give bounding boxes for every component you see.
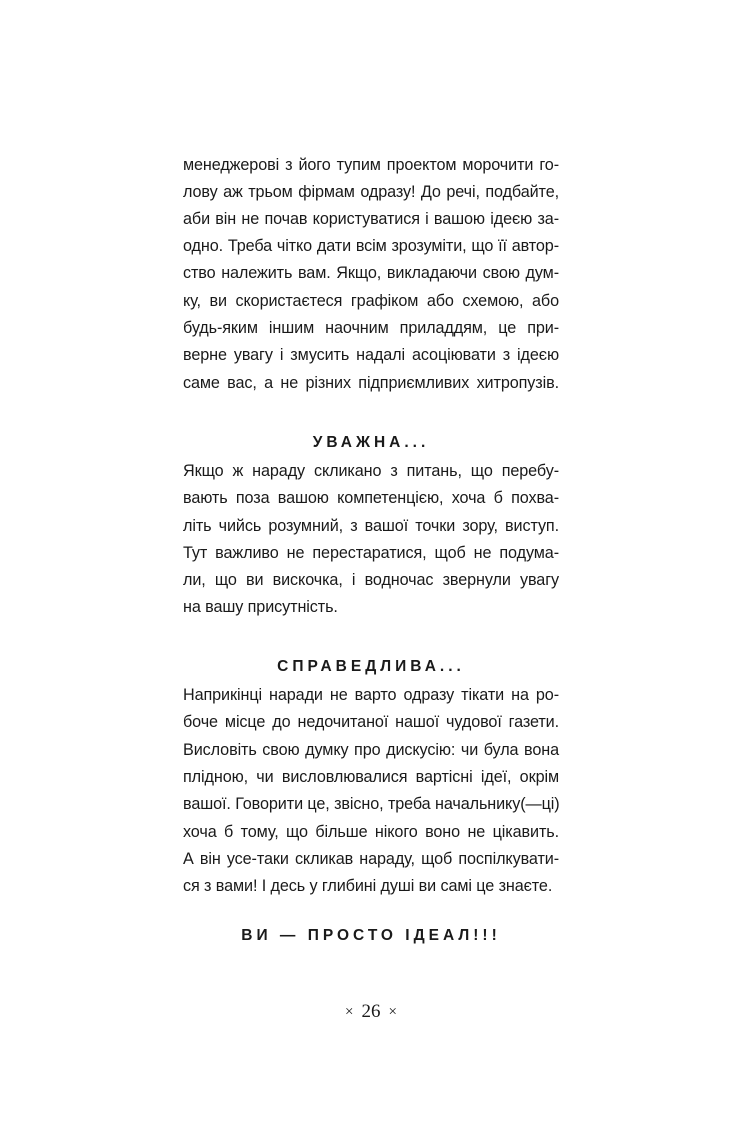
body-line: ся з вами! І десь у глибині душі ви самі це знаєте. [183,877,553,895]
body-line: Тут важливо не перестаратися, щоб не подума- [183,544,559,562]
body-line: одно. Треба чітко дати всім зрозуміти, що її автор- [183,237,559,255]
folio-ornament-left: × [345,1004,354,1020]
body-line: плідною, чи висловлювалися вартісні ідеї, окрім [183,768,559,786]
body-line: боче місце до недочитаної нашої чудової газети. [183,713,559,731]
body-line: літь чийсь розумний, з вашої точки зору, виступ. [183,517,559,535]
body-line: менеджерові з його тупим проектом морочити го- [183,156,559,174]
closing-heading: ВИ — ПРОСТО ІДЕАЛ!!! [241,927,501,944]
body-line: будь-яким іншим наочним приладдям, це при- [183,319,559,337]
body-line: Висловіть свою думку про дискусію: чи була вона [183,741,559,759]
section-heading-attentive: УВАЖНА... [312,434,430,451]
body-line: на вашу присутність. [183,598,338,616]
section-heading-fair: СПРАВЕДЛИВА... [277,658,465,675]
body-line: вають поза вашою компетенцією, хоча б похва- [183,489,559,507]
body-line: лову аж трьом фірмам одразу! До речі, подбайте, [183,183,559,201]
body-line: верне увагу і змусить надалі асоціювати з ідеєю [183,346,559,364]
body-line: ство належить вам. Якщо, викладаючи свою дум- [183,264,559,282]
body-line: аби він не почав користуватися і вашою ідеєю за- [183,210,559,228]
folio-ornament-right: × [388,1004,397,1020]
page-folio [183,1000,559,1025]
body-line: хоча б тому, що більше нікого воно не цікавить. [183,823,559,841]
body-line: Наприкінці наради не варто одразу тікати на ро- [183,686,559,704]
body-line: вашої. Говорити це, звісно, треба начальнику(—ці) [183,795,560,813]
body-line: Якщо ж нараду скликано з питань, що перебу- [183,462,559,480]
page-number: 26 [361,1001,381,1022]
body-line: ли, що ви вискочка, і водночас звернули увагу [183,571,559,589]
body-line: саме вас, а не різних підприємливих хитропузів. [183,374,559,392]
body-line: ку, ви скористаєтеся графіком або схемою, або [183,292,559,310]
body-line: А він усе-таки скликав нараду, щоб поспілкувати- [183,850,559,868]
